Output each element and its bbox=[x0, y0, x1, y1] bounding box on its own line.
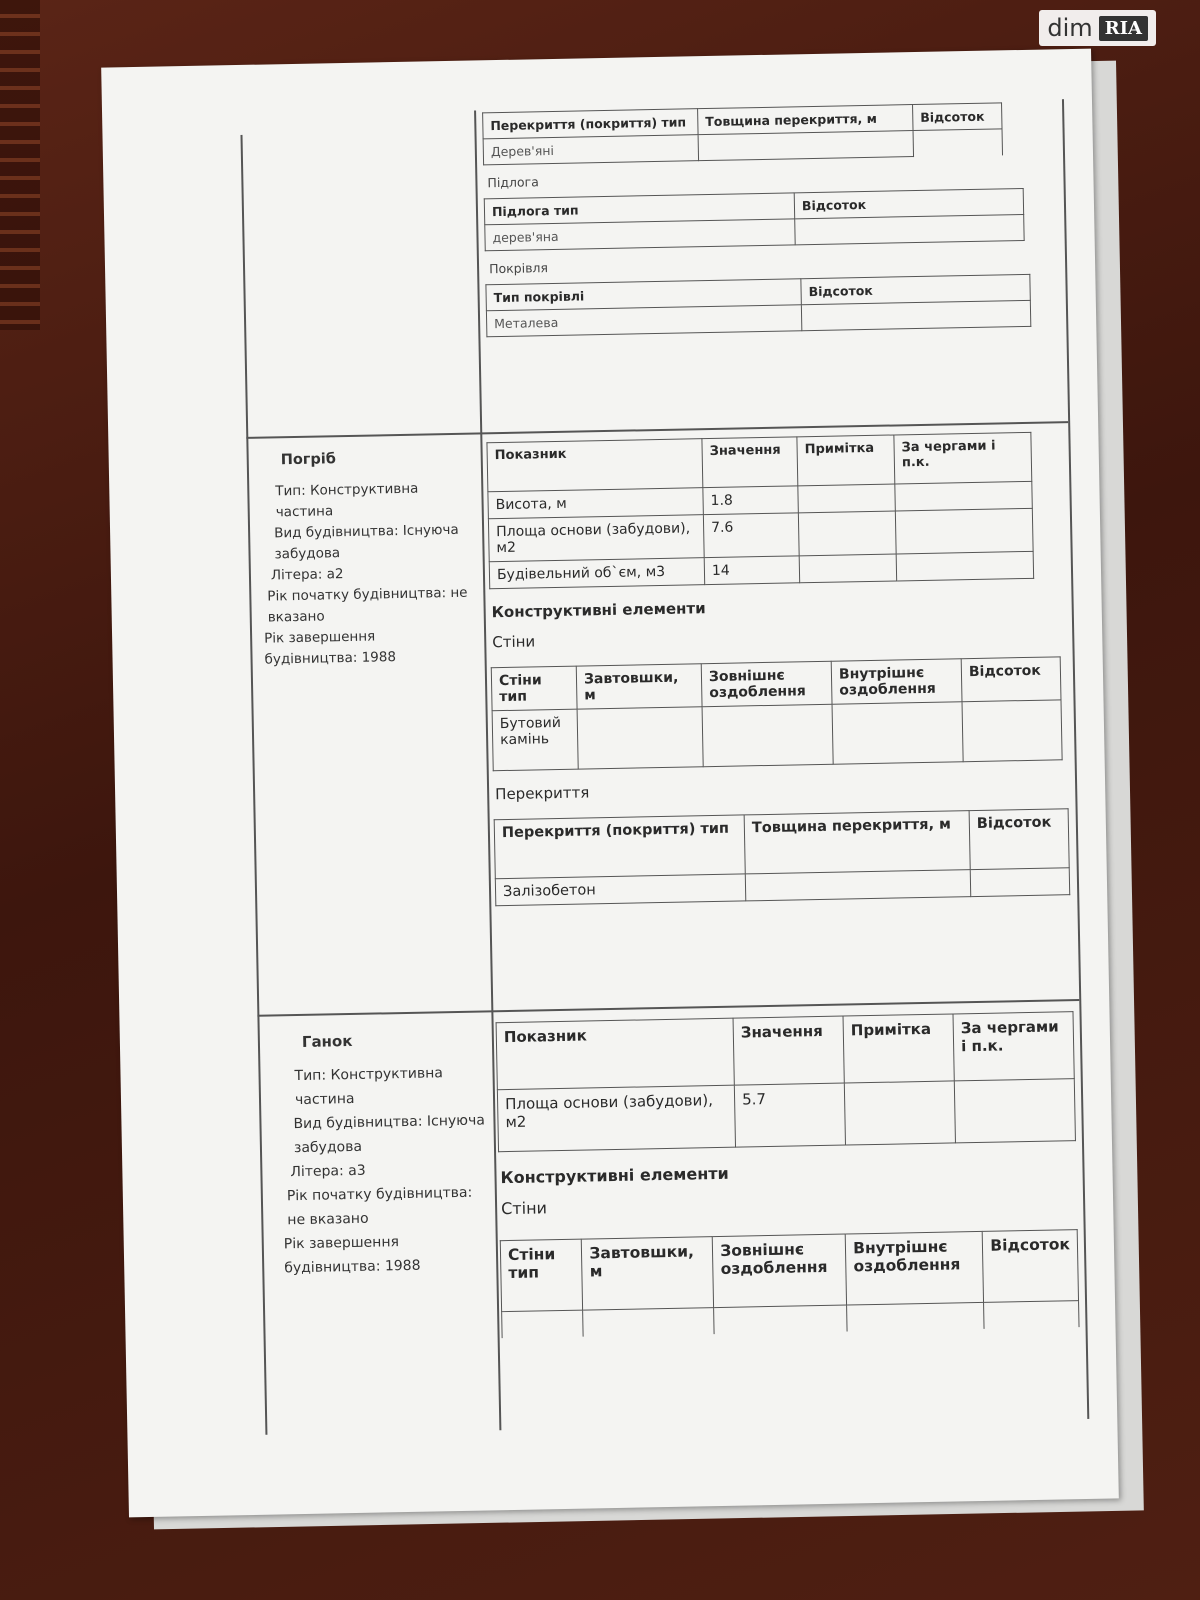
top-cover-table bbox=[482, 102, 1003, 165]
header-cell: Відсоток bbox=[913, 103, 1002, 131]
table-cell: 5.7 bbox=[734, 1083, 845, 1147]
table-cell bbox=[798, 511, 896, 556]
table-row bbox=[492, 700, 1062, 771]
table-cell bbox=[954, 1079, 1075, 1143]
table-row bbox=[497, 1079, 1075, 1152]
table-cell: дерев'яна bbox=[485, 219, 795, 251]
header-cell: Стіни тип bbox=[491, 666, 577, 711]
porch-info bbox=[272, 1026, 492, 1280]
header-cell: Зовнішнє оздоблення bbox=[712, 1234, 846, 1308]
header-cell: Показник bbox=[496, 1018, 734, 1090]
cellar-cover-label: Перекриття bbox=[495, 783, 590, 804]
floor-table bbox=[484, 188, 1025, 251]
table-cell bbox=[798, 484, 896, 513]
table-cell: Залізобетон bbox=[495, 874, 745, 906]
header-cell: Підлога тип bbox=[484, 193, 794, 225]
table-cell bbox=[895, 481, 1032, 511]
table-cell: Металева bbox=[486, 305, 801, 337]
table-cell bbox=[970, 868, 1070, 897]
table-cell: 7.6 bbox=[703, 513, 799, 558]
header-cell: Відсоток bbox=[969, 809, 1069, 870]
header-cell: Відсоток bbox=[794, 188, 1023, 218]
cellar-title: Погріб bbox=[280, 451, 337, 469]
table-surface-edge bbox=[0, 0, 40, 330]
info-line: Вид будівництва: Існуюча забудова bbox=[273, 521, 459, 563]
header-cell: Стіни тип bbox=[500, 1239, 583, 1312]
header-cell: Перекриття (покриття) тип bbox=[483, 109, 698, 139]
table-cell: Висота, м bbox=[488, 488, 703, 519]
header-cell: Внутрішнє оздоблення bbox=[845, 1231, 984, 1305]
table-header-row bbox=[500, 1230, 1078, 1312]
table-cell bbox=[984, 1301, 1079, 1329]
roof-label: Покрівля bbox=[488, 260, 549, 277]
header-cell: Зовнішнє оздоблення bbox=[701, 661, 832, 706]
info-line: Літера: а3 bbox=[290, 1162, 366, 1181]
info-line: Рік початку будівництва: не вказано bbox=[286, 1184, 473, 1229]
header-cell: Товщина перекриття, м bbox=[744, 811, 970, 874]
table-cell: 1.8 bbox=[703, 486, 799, 515]
header-cell: Завтовшки, м bbox=[582, 1237, 714, 1310]
table-header-row bbox=[496, 1012, 1074, 1090]
header-cell: Примітка bbox=[797, 435, 895, 486]
table-cell bbox=[844, 1081, 955, 1145]
header-cell: Примітка bbox=[843, 1014, 954, 1083]
table-cell bbox=[745, 870, 970, 901]
table-cell: Будівельний об`єм, м3 bbox=[489, 558, 704, 589]
header-cell: Відсоток bbox=[801, 274, 1030, 304]
dimria-watermark bbox=[1039, 10, 1156, 46]
table-cell bbox=[895, 508, 1033, 554]
header-cell: Завтовшки, м bbox=[576, 664, 702, 709]
cellar-indicators-table bbox=[486, 432, 1034, 589]
porch-title: Ганок bbox=[301, 1031, 353, 1051]
cellar-walls-table bbox=[491, 656, 1063, 771]
info-line: Рік завершення будівництва: 1988 bbox=[264, 628, 397, 668]
info-line: Тип: Конструктивна частина bbox=[294, 1065, 444, 1109]
header-cell: Відсоток bbox=[961, 657, 1061, 702]
header-cell: Відсоток bbox=[983, 1230, 1079, 1303]
header-cell: Значення bbox=[702, 437, 798, 488]
cellar-walls-label: Стіни bbox=[492, 632, 536, 652]
info-line: Рік завершення будівництва: 1988 bbox=[283, 1234, 421, 1277]
roof-table bbox=[485, 274, 1031, 337]
table-cell bbox=[799, 554, 897, 583]
info-line: Тип: Конструктивна частина bbox=[275, 480, 419, 521]
form-left-border bbox=[240, 135, 266, 1435]
header-cell: За чергами і п.к. bbox=[894, 432, 1032, 484]
table-cell bbox=[714, 1305, 847, 1334]
cellar-elements-heading: Конструктивні елементи bbox=[491, 599, 706, 622]
header-cell: Показник bbox=[487, 439, 703, 492]
header-cell: Тип покрівлі bbox=[486, 279, 801, 311]
porch-walls-table bbox=[500, 1229, 1080, 1338]
table-cell bbox=[583, 1308, 714, 1337]
cellar-cover-table bbox=[494, 808, 1071, 906]
watermark-dim-text: dim bbox=[1047, 14, 1093, 42]
table-cell bbox=[913, 129, 1002, 157]
info-line: Рік початку будівництва: не вказано bbox=[267, 584, 468, 626]
table-cell bbox=[795, 214, 1024, 244]
floor-label: Підлога bbox=[487, 174, 539, 191]
header-cell: Значення bbox=[733, 1016, 844, 1085]
info-line: Вид будівництва: Існуюча забудова bbox=[293, 1112, 486, 1157]
watermark-ria-logo: RIA bbox=[1099, 16, 1148, 41]
cellar-info bbox=[259, 447, 473, 671]
header-cell: Товщина перекриття, м bbox=[698, 105, 913, 135]
table-cell: Бутовий камінь bbox=[492, 709, 578, 771]
table-cell bbox=[896, 551, 1033, 581]
porch-elements-heading: Конструктивні елементи bbox=[500, 1163, 729, 1188]
table-cell bbox=[832, 702, 963, 764]
porch-walls-label: Стіни bbox=[500, 1198, 548, 1219]
table-cell bbox=[801, 300, 1030, 330]
header-cell: Внутрішнє оздоблення bbox=[831, 659, 962, 704]
table-cell: Дерев'яні bbox=[483, 135, 698, 165]
table-cell: Площа основи (забудови), м2 bbox=[488, 515, 704, 562]
table-cell: Площа основи (забудови), м2 bbox=[497, 1085, 735, 1152]
table-cell bbox=[698, 131, 913, 161]
table-cell: 14 bbox=[704, 556, 800, 585]
table-cell bbox=[962, 700, 1062, 762]
table-cell bbox=[502, 1310, 584, 1338]
header-cell: За чергами і п.к. bbox=[953, 1012, 1074, 1081]
table-cell bbox=[702, 704, 833, 766]
porch-indicators-table bbox=[496, 1011, 1076, 1152]
porch-details bbox=[496, 1011, 1080, 1338]
header-cell: Перекриття (покриття) тип bbox=[494, 815, 745, 879]
info-line: Літера: а2 bbox=[270, 566, 344, 584]
table-cell bbox=[577, 707, 703, 769]
cellar-details bbox=[486, 431, 1070, 906]
table-header-row bbox=[494, 809, 1069, 879]
table-cell bbox=[847, 1302, 985, 1331]
top-continuation bbox=[482, 101, 1056, 337]
document-page bbox=[101, 49, 1119, 1518]
